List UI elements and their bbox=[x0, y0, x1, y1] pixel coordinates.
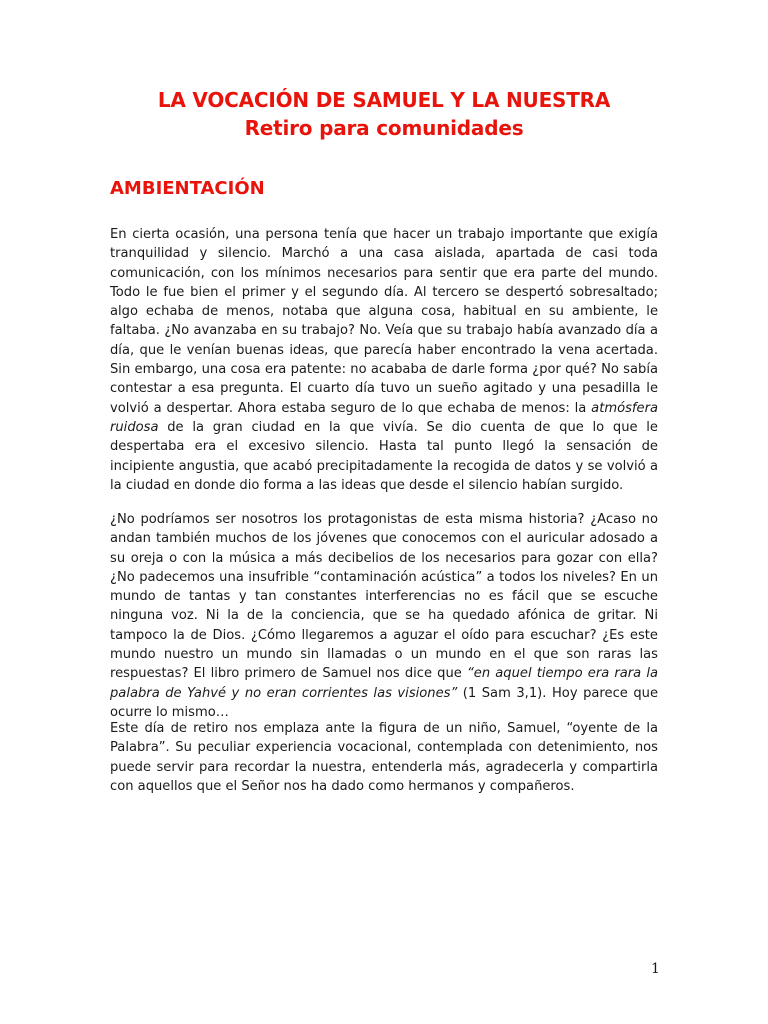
paragraph-1-text: En cierta ocasión, una persona tenía que hacer un trabajo importante que exigía tranquilidad y silencio. Marchó a una casa aislada, apartada de casi toda comunicación, con los mínimos necesarios para sentir que era parte del mundo. Todo le fue bien el primer y el segundo día. Al tercero se despertó sobresaltado; algo echaba de menos, notaba que alguna cosa, habitual en su ambiente, le faltaba. ¿No avanzaba en su trabajo? No. Veía que su trabajo había avanzado día a día, que le venían buenas ideas, que parecía haber encontrado la vena acertada. Sin embargo, una cosa era patente: no acababa de darle forma ¿por qué? No sabía contestar a esa pregunta. El cuarto día tuvo un sueño agitado y una pesadilla le volvió a despertar. Ahora estaba seguro de lo que echaba de menos: la bbox=[110, 227, 658, 416]
paragraph-1 bbox=[110, 225, 658, 495]
paragraph-1-italic: atmósfera ruidosa bbox=[110, 400, 658, 435]
paragraph-2-italic: “en aquel tiempo era rara la palabra de Yahvé y no eran corrientes las visiones” bbox=[110, 666, 659, 701]
title-line-2: Retiro para comunidades bbox=[244, 116, 524, 140]
paragraph-2-end: (1 Sam 3,1). Hoy parece que ocurre lo mismo… bbox=[110, 685, 659, 720]
paragraph-2 bbox=[110, 510, 658, 722]
section-heading: AMBIENTACIÓN bbox=[110, 178, 265, 199]
title-line-1: LA VOCACIÓN DE SAMUEL Y LA NUESTRA bbox=[157, 88, 611, 112]
paragraph-3 bbox=[110, 719, 658, 796]
document-title bbox=[100, 86, 668, 142]
paragraph-2-text: ¿No podríamos ser nosotros los protagonistas de esta misma historia? ¿Acaso no andan también muchos de los jóvenes que conocemos con el auricular adosado a su oreja o con la música a más decibelios de los necesarios para gozar con ella? ¿No padecemos una insufrible “contaminación acústica” a todos los niveles? En un mundo de tantas y tan constantes interferencias no es fácil que se escuche ninguna voz. Ni la de la conciencia, que se ha quedado afónica de gritar. Ni tampoco la de Dios. ¿Cómo llegaremos a aguzar el oído para escuchar? ¿Es este mundo nuestro un mundo sin llamadas o un mundo en el que son raras las respuestas? El libro primero de Samuel nos dice que bbox=[110, 512, 658, 682]
paragraph-1-end: de la gran ciudad en la que vivía. Se dio cuenta de que lo que le despertaba era el excesivo silencio. Hasta tal punto llegó la sensación de incipiente angustia, que acabó precipitadamente la recogida de datos y se volvió a la ciudad en donde dio forma a las ideas que desde el silencio habían surgido. bbox=[110, 419, 658, 493]
paragraph-3-text: Este día de retiro nos emplaza ante la figura de un niño, Samuel, “oyente de la Palabra”. Su peculiar experiencia vocacional, contemplada con detenimiento, nos puede servir para recordar la nuestra, entenderla más, agradecerla y compartirla con aquellos que el Señor nos ha dado como hermanos y compañeros. bbox=[110, 721, 658, 794]
page-number: 1 bbox=[651, 961, 660, 977]
